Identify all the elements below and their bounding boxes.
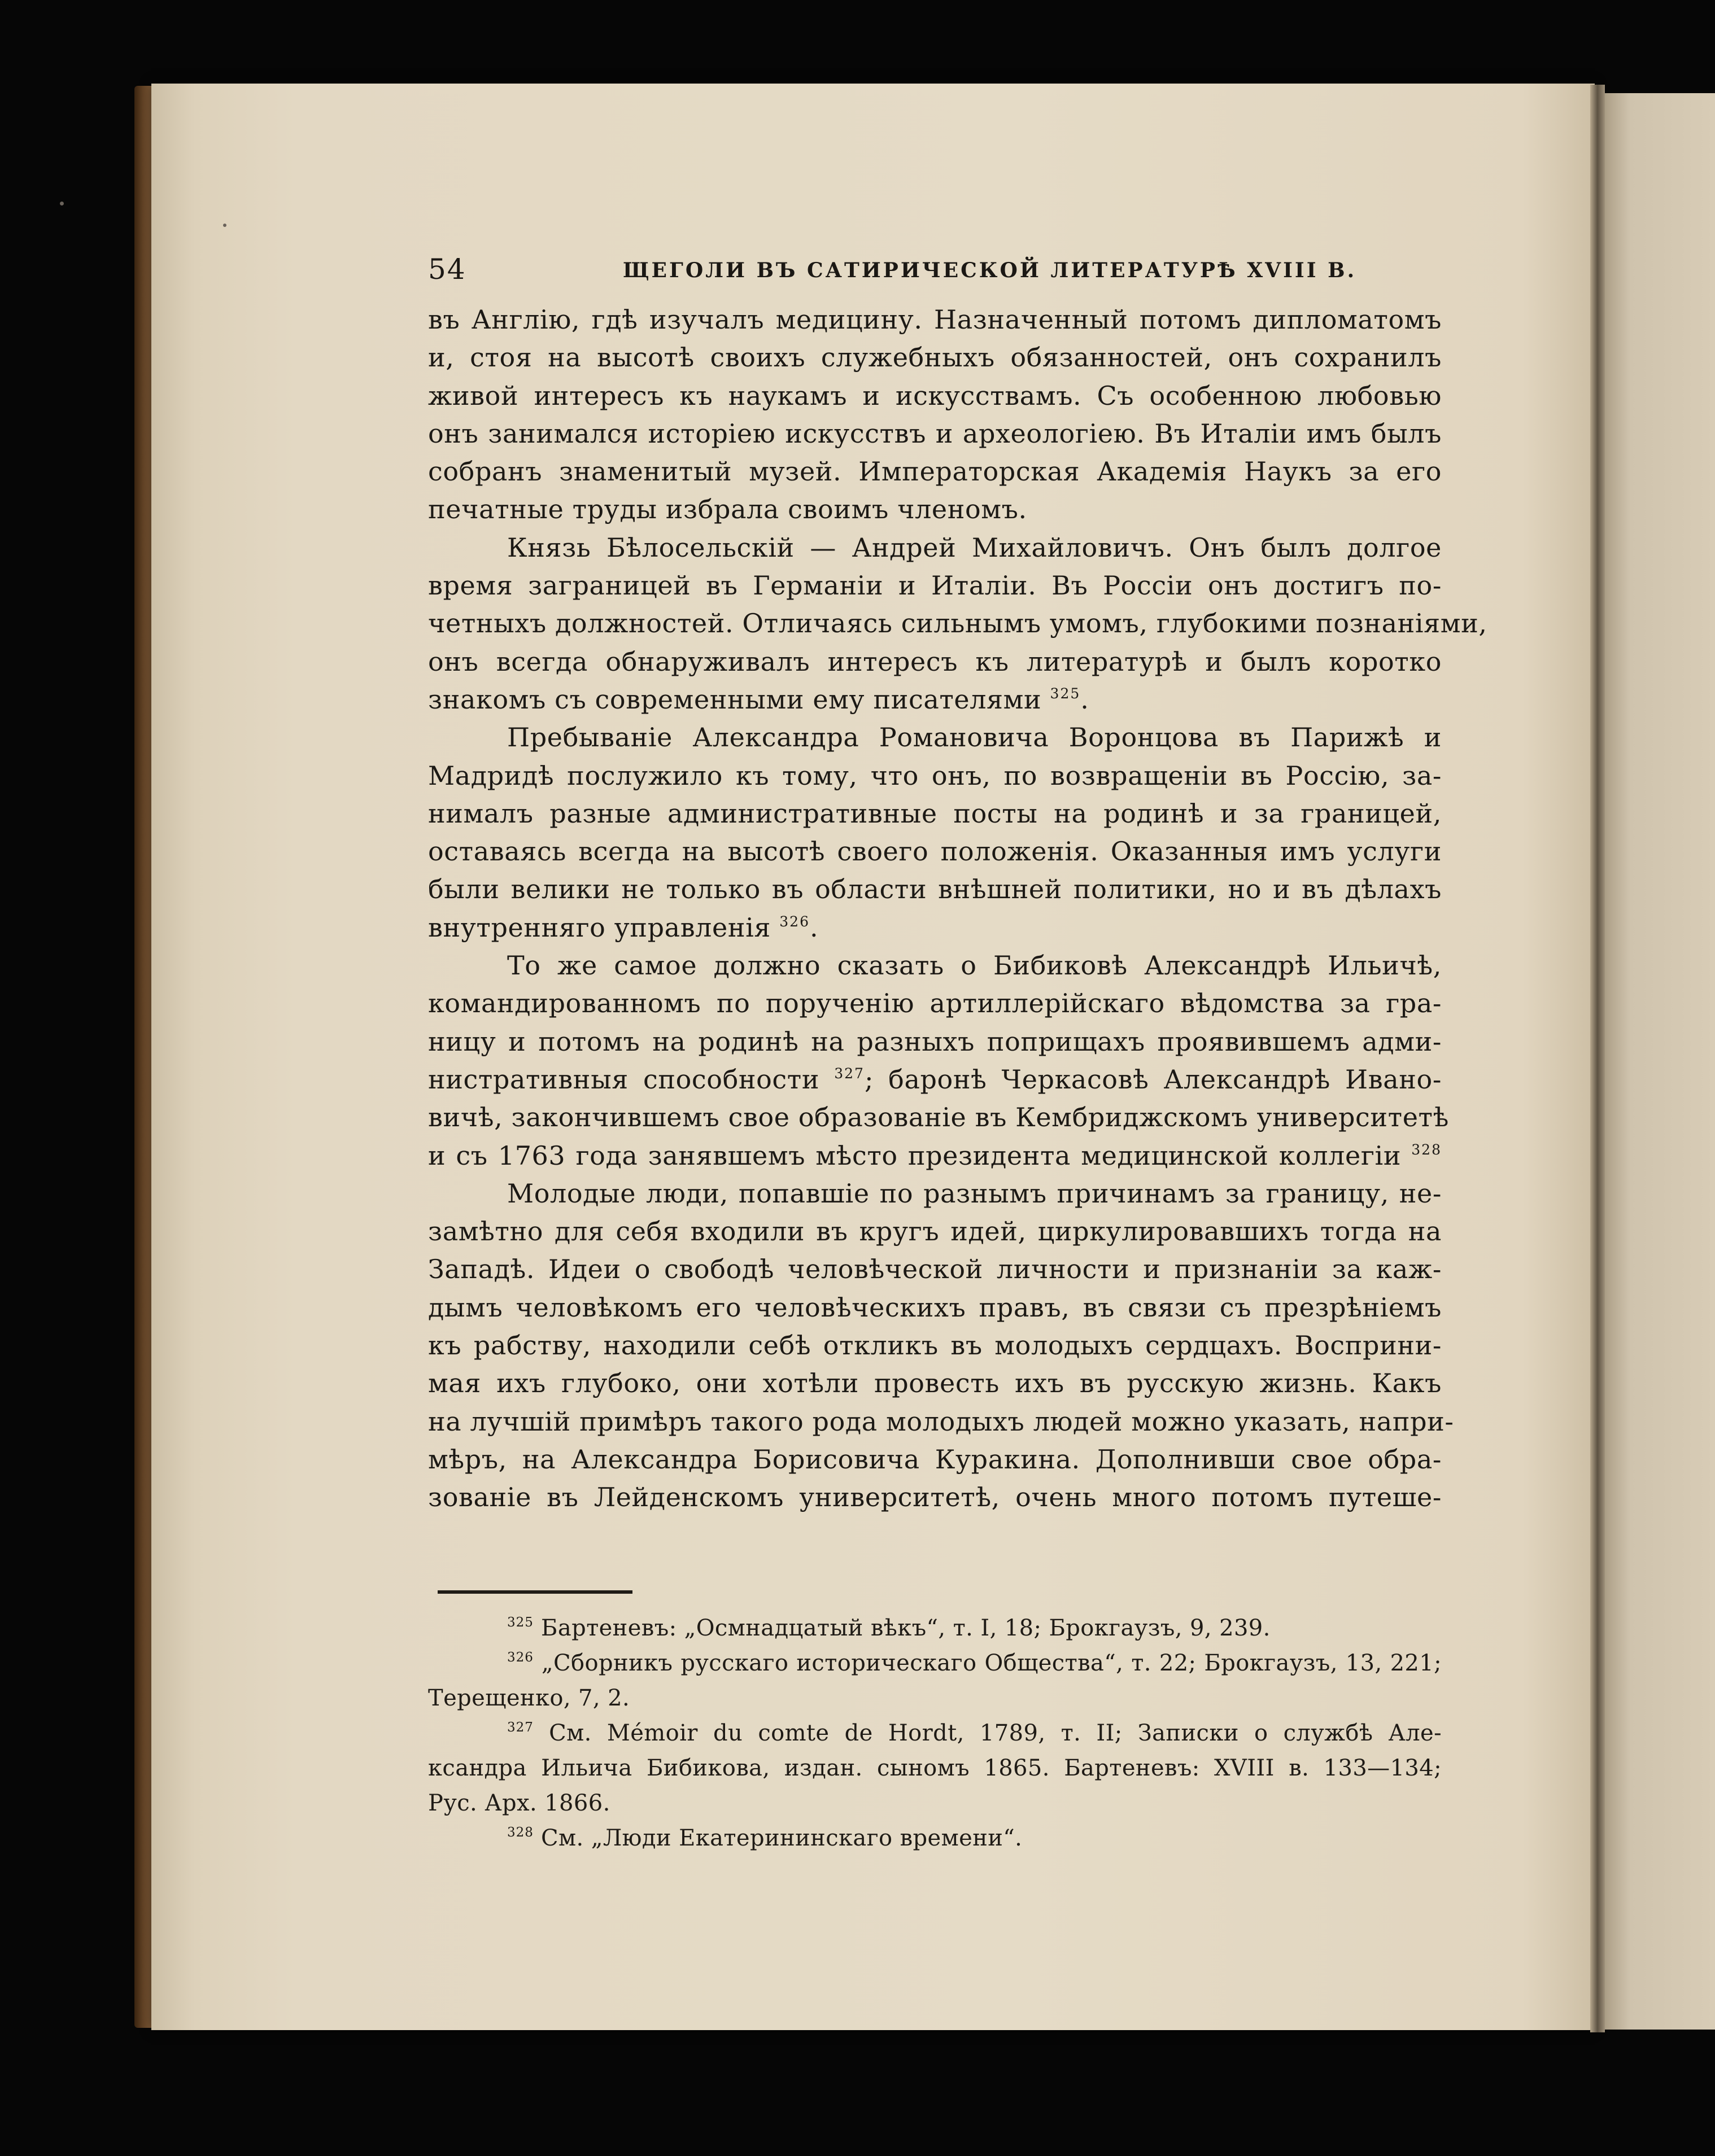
footnote-number: 325: [507, 1615, 534, 1630]
text-line: [428, 643, 1442, 681]
text-line: [428, 1289, 1442, 1327]
footnote-reference: 327: [834, 1065, 865, 1082]
page-header: [428, 253, 1357, 287]
text-line: [428, 757, 1442, 795]
text-line: [428, 453, 1442, 491]
line-text: нималъ разные административные посты на родинѣ и за границей,: [428, 798, 1442, 829]
line-text: нистративныя способности: [428, 1064, 820, 1095]
text-line: [428, 339, 1442, 377]
line-text-continued: .: [1080, 684, 1089, 715]
footnote-line: [428, 1786, 1442, 1821]
text-line: [428, 1213, 1442, 1250]
line-text-continued: .: [809, 912, 819, 943]
text-line: [428, 1403, 1454, 1441]
text-line: [428, 567, 1442, 605]
text-line: [428, 377, 1442, 415]
line-text: и съ 1763 года занявшемъ мѣсто президента медицинской коллегіи: [428, 1140, 1402, 1171]
line-text: ницу и потомъ на родинѣ на разныхъ поприщахъ проявившемъ адми-: [428, 1026, 1442, 1057]
line-text: и, стоя на высотѣ своихъ служебныхъ обязанностей, онъ сохранилъ: [428, 342, 1442, 373]
footnote-text: См. Mémoir du comte de Hordt, 1789, т. II; Записки о службѣ Але-: [549, 1720, 1442, 1746]
text-line: [428, 719, 1442, 756]
line-text-continued: ; баронѣ Черкасовѣ Александрѣ Ивано-: [864, 1064, 1442, 1095]
footnote-number: 326: [507, 1650, 534, 1665]
line-text: живой интересъ къ наукамъ и искусствамъ. Съ особенною любовью: [428, 380, 1442, 411]
footnote-text: ксандра Ильича Бибикова, издан. сыномъ 1865. Бартеневъ: XVIII в. 133—134;: [428, 1755, 1442, 1781]
footnote-line: [428, 1681, 1442, 1716]
text-line: [428, 491, 1442, 528]
text-line: [428, 1023, 1442, 1061]
line-text: Западѣ. Идеи о свободѣ человѣческой личности и признаніи за каж-: [428, 1254, 1442, 1285]
footnote-number: 328: [507, 1825, 534, 1840]
line-text: печатные труды избрала своимъ членомъ.: [428, 494, 1027, 525]
text-line: [428, 985, 1442, 1022]
footnote-text: Бартеневъ: „Осмнадцатый вѣкъ“, т. I, 18; Брокгаузъ, 9, 239.: [541, 1615, 1271, 1641]
footnote-text: См. „Люди Екатерининскаго времени“.: [541, 1825, 1023, 1851]
footnote-reference: 325: [1050, 685, 1081, 702]
margin-speck: [223, 224, 226, 227]
footnote-line: [428, 1716, 1442, 1751]
running-title: ЩЕГОЛИ ВЪ САТИРИЧЕСКОЙ ЛИТЕРАТУРѢ XVIII В.: [623, 259, 1357, 282]
line-text: То же самое должно сказать о Бибиковѣ Александрѣ Ильичѣ,: [507, 950, 1442, 981]
body-text: [428, 301, 1487, 1517]
line-text: Мадридѣ послужило къ тому, что онъ, по возвращеніи въ Россію, за-: [428, 760, 1442, 791]
footnotes: [428, 1611, 1442, 1856]
text-line: [428, 909, 1442, 947]
text-line: [428, 1099, 1449, 1136]
line-text: Пребываніе Александра Романовича Воронцова въ Парижѣ и: [507, 722, 1442, 753]
text-line: [428, 529, 1442, 567]
line-text: дымъ человѣкомъ его человѣческихъ правъ, въ связи съ презрѣніемъ: [428, 1292, 1442, 1323]
line-text: знакомъ съ современными ему писателями: [428, 684, 1042, 715]
text-line: [428, 1365, 1442, 1402]
footnote-line: [428, 1646, 1442, 1681]
line-text: вичѣ, закончившемъ свое образованіе въ Кембриджскомъ университетѣ: [428, 1102, 1449, 1133]
line-text: Князь Бѣлосельскій — Андрей Михайловичъ. Онъ былъ долгое: [507, 532, 1442, 563]
text-line: [428, 1137, 1442, 1175]
line-text: командированномъ по порученію артиллерійскаго вѣдомства за гра-: [428, 988, 1442, 1019]
text-line: [428, 795, 1442, 833]
line-text: четныхъ должностей. Отличаясь сильнымъ умомъ, глубокими познаніями,: [428, 608, 1487, 639]
footnote-line: [428, 1751, 1442, 1786]
footnote-reference: 328: [1411, 1141, 1442, 1158]
line-text: время заграницей въ Германіи и Италіи. Въ Россіи онъ достигъ по-: [428, 570, 1442, 601]
footnote-text: Рус. Арх. 1866.: [428, 1790, 610, 1816]
footnote-reference: 326: [779, 913, 810, 930]
text-line: [428, 415, 1442, 453]
line-text: зованіе въ Лейденскомъ университетѣ, очень много потомъ путеше-: [428, 1482, 1442, 1513]
line-text: на лучшій примѣръ такого рода молодыхъ людей можно указать, напри-: [428, 1406, 1454, 1437]
line-text: внутренняго управленія: [428, 912, 771, 943]
line-text: въ Англію, гдѣ изучалъ медицину. Назначенный потомъ дипломатомъ: [428, 304, 1442, 335]
text-line: [428, 1441, 1442, 1479]
text-line: [428, 1479, 1442, 1516]
text-line: [428, 1250, 1442, 1288]
footnote-rule: [438, 1590, 632, 1594]
line-text: мѣръ, на Александра Борисовича Куракина. Дополнивши свое обра-: [428, 1444, 1442, 1475]
text-line: [428, 1061, 1442, 1099]
line-text: мая ихъ глубоко, они хотѣли провесть ихъ въ русскую жизнь. Какъ: [428, 1368, 1442, 1399]
footnote-line: [428, 1611, 1442, 1646]
line-text: онъ всегда обнаруживалъ интересъ къ литературѣ и былъ коротко: [428, 646, 1442, 677]
footnote-text: Терещенко, 7, 2.: [428, 1685, 630, 1711]
next-page-edge: [1601, 93, 1715, 2030]
text-line: [428, 833, 1442, 871]
line-text: оставаясь всегда на высотѣ своего положенія. Оказанныя имъ услуги: [428, 836, 1442, 867]
text-line: [428, 1175, 1442, 1213]
margin-speck: [60, 202, 64, 205]
text-line: [428, 947, 1442, 985]
text-line: [428, 1327, 1442, 1365]
line-text: къ рабству, находили себѣ откликъ въ молодыхъ сердцахъ. Восприни-: [428, 1330, 1442, 1361]
page-gutter: [1590, 85, 1605, 2032]
footnote-line: [428, 1821, 1442, 1856]
line-text: замѣтно для себя входили въ кругъ идей, циркулировавшихъ тогда на: [428, 1216, 1442, 1247]
line-text: Молодые люди, попавшіе по разнымъ причинамъ за границу, не-: [507, 1178, 1442, 1209]
line-text: онъ занимался исторіею искусствъ и археологіею. Въ Италіи имъ былъ: [428, 418, 1442, 449]
footnote-text: „Сборникъ русскаго историческаго Общества“, т. 22; Брокгаузъ, 13, 221;: [541, 1650, 1442, 1676]
text-line: [428, 605, 1487, 642]
text-line: [428, 681, 1442, 719]
text-line: [428, 301, 1442, 339]
page-number: 54: [428, 253, 466, 286]
line-text: собранъ знаменитый музей. Императорская Академія Наукъ за его: [428, 456, 1442, 487]
text-line: [428, 871, 1442, 908]
line-text: были велики не только въ области внѣшней политики, но и въ дѣлахъ: [428, 874, 1442, 905]
footnote-number: 327: [507, 1720, 534, 1735]
